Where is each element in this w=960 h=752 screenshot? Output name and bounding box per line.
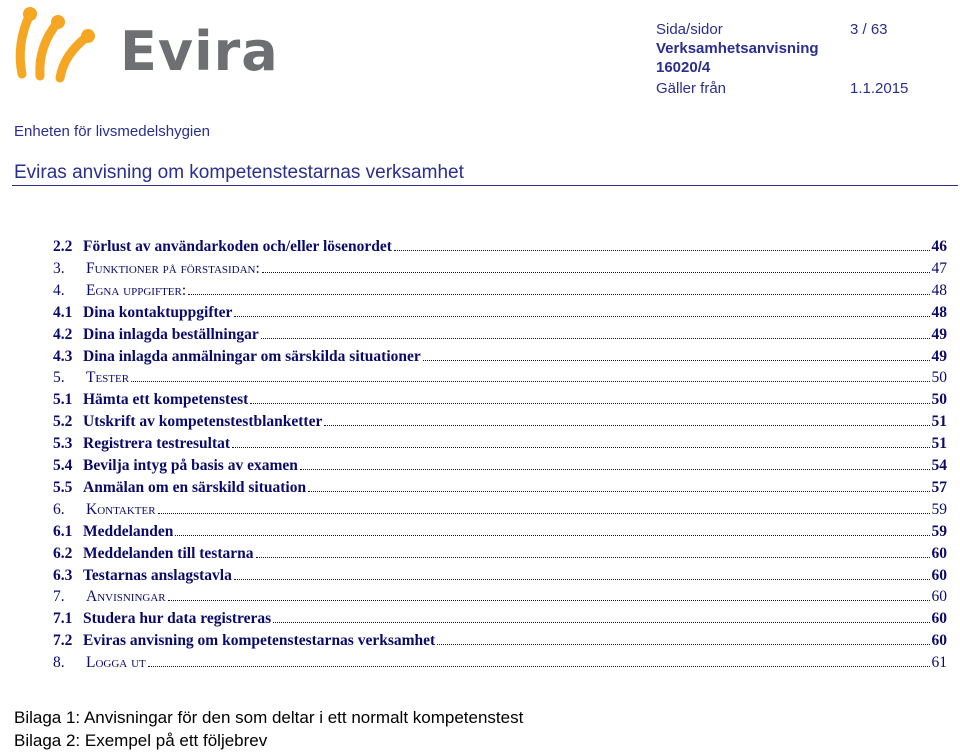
toc-entry-page: 51	[931, 413, 947, 431]
toc-entry-number: 7.1	[53, 610, 73, 628]
toc-entry-label: Dina kontaktuppgifter	[83, 303, 233, 321]
toc-entry-number: 5.5	[53, 478, 73, 496]
toc-leader-dots	[148, 665, 930, 667]
toc-leader-dots	[175, 534, 929, 536]
toc-entry[interactable]	[53, 542, 947, 563]
toc-entry-page: 59	[931, 522, 947, 540]
toc-entry-number: 8.	[53, 654, 65, 672]
toc-entry-label: Egna uppgifter:	[86, 281, 187, 299]
doc-number: 16020/4	[656, 59, 711, 76]
toc-leader-dots	[261, 337, 930, 339]
toc-entry-number: 7.2	[53, 632, 73, 650]
toc-entry-label: Funktioner på förstasidan:	[86, 259, 260, 277]
valid-from-label: Gäller från	[656, 80, 727, 97]
evira-logo-mark	[8, 4, 118, 84]
toc-entry-number: 5.3	[53, 435, 73, 453]
toc-leader-dots	[423, 359, 930, 361]
toc-entry[interactable]	[53, 257, 947, 278]
toc-entry-number: 5.1	[53, 391, 73, 409]
toc-entry-page: 60	[931, 632, 947, 650]
toc-entry-number: 2.2	[53, 238, 73, 255]
toc-entry-number: 6.2	[53, 544, 73, 562]
toc-entry-label: Tester	[86, 369, 130, 387]
toc-leader-dots	[232, 446, 929, 448]
toc-entry-label: Anmälan om en särskild situation	[83, 478, 307, 496]
toc-entry[interactable]	[53, 454, 947, 475]
toc-entry-label: Utskrift av kompetenstestblanketter	[83, 413, 323, 431]
toc-entry-number: 4.2	[53, 325, 73, 343]
toc-entry-page: 60	[931, 544, 947, 562]
toc-entry[interactable]	[53, 301, 947, 322]
unit-name: Enheten för livsmedelshygien	[14, 123, 210, 140]
toc-entry[interactable]	[53, 235, 947, 256]
toc-leader-dots	[262, 271, 930, 273]
toc-leader-dots	[234, 315, 929, 317]
toc-entry-label: Studera hur data registreras	[83, 610, 272, 628]
toc-entry-label: Dina inlagda anmälningar om särskilda situationer	[83, 347, 421, 365]
toc-leader-dots	[394, 249, 930, 251]
toc-entry-page: 59	[931, 500, 947, 518]
toc-leader-dots	[273, 621, 929, 623]
page-label: Sida/sidor	[656, 21, 723, 38]
toc-entry-number: 6.1	[53, 522, 73, 540]
toc-entry[interactable]	[53, 476, 947, 497]
toc-entry-label: Dina inlagda beställningar	[83, 325, 259, 343]
document-title: Eviras anvisning om kompetenstestarnas verksamhet	[14, 162, 464, 183]
toc-entry-number: 5.	[53, 369, 65, 387]
toc-leader-dots	[437, 643, 929, 645]
logo-wordmark: Evira	[120, 20, 279, 83]
toc-entry-page: 48	[931, 303, 947, 321]
toc-entry-number: 6.	[53, 500, 65, 518]
toc-leader-dots	[234, 578, 930, 580]
toc-entry[interactable]	[53, 432, 947, 453]
toc-leader-dots	[188, 293, 929, 295]
toc-entry-label: Hämta ett kompetenstest	[83, 391, 249, 409]
toc-entry-page: 54	[931, 457, 947, 474]
toc-entry-page: 49	[931, 347, 947, 365]
toc-entry[interactable]	[53, 564, 947, 585]
toc-entry-label: Förlust av användarkoden och/eller lösenordet	[83, 238, 392, 255]
toc-entry[interactable]	[53, 410, 947, 431]
toc-leader-dots	[256, 556, 930, 558]
toc-leader-dots	[300, 468, 930, 470]
toc-entry[interactable]	[53, 651, 947, 672]
toc-entry-label: Logga ut	[86, 654, 146, 672]
toc-entry[interactable]	[53, 607, 947, 628]
toc-entry-number: 4.1	[53, 303, 73, 321]
toc-entry[interactable]	[53, 498, 947, 519]
toc-leader-dots	[324, 424, 929, 426]
toc-entry-page: 51	[931, 435, 947, 453]
toc-entry-label: Registrera testresultat	[83, 435, 231, 453]
toc-leader-dots	[308, 490, 929, 492]
toc-leader-dots	[131, 380, 929, 382]
toc-entry[interactable]	[53, 629, 947, 650]
toc-leader-dots	[168, 599, 930, 601]
toc-entry-page: 57	[931, 478, 947, 496]
header-divider	[12, 185, 958, 186]
toc-entry-label: Bevilja intyg på basis av examen	[83, 457, 298, 474]
toc-leader-dots	[250, 402, 929, 404]
toc-entry-label: Testarnas anslagstavla	[83, 566, 232, 584]
toc-entry-label: Meddelanden	[83, 522, 174, 540]
toc-entry-number: 4.3	[53, 347, 73, 365]
toc-entry[interactable]	[53, 366, 947, 387]
toc-entry-page: 49	[931, 325, 947, 343]
toc-entry-page: 50	[931, 369, 947, 387]
toc-entry-label: Eviras anvisning om kompetenstestarnas verksamhet	[83, 632, 436, 650]
toc-entry[interactable]	[53, 388, 947, 409]
toc-entry-number: 4.	[53, 281, 65, 299]
toc-entry-number: 5.4	[53, 457, 73, 474]
toc-entry-page: 61	[931, 654, 947, 672]
toc-entry-number: 3.	[53, 259, 65, 277]
evira-logo	[8, 4, 279, 84]
toc-entry-number: 7.	[53, 588, 65, 606]
toc-entry[interactable]	[53, 323, 947, 344]
toc-entry[interactable]	[53, 520, 947, 541]
toc-entry-page: 60	[931, 566, 947, 584]
toc-entry-page: 47	[931, 259, 947, 277]
toc-leader-dots	[158, 512, 930, 514]
toc-entry[interactable]	[53, 585, 947, 606]
toc-entry[interactable]	[53, 345, 947, 366]
toc-entry-label: Kontakter	[86, 500, 156, 518]
toc-entry-number: 5.2	[53, 413, 73, 431]
toc-entry-label: Meddelanden till testarna	[83, 544, 254, 562]
annex-1: Bilaga 1: Anvisningar för den som deltar i ett normalt kompetenstest	[14, 708, 524, 727]
toc-entry-page: 50	[931, 391, 947, 409]
toc-entry-page: 60	[931, 610, 947, 628]
page-value: 3 / 63	[850, 21, 888, 38]
toc-entry[interactable]	[53, 279, 947, 300]
toc-entry-label: Anvisningar	[86, 588, 166, 606]
toc-entry-page: 48	[931, 281, 947, 299]
toc-entry-page: 46	[931, 238, 947, 255]
toc-entry-page: 60	[931, 588, 947, 606]
annex-2: Bilaga 2: Exempel på ett följebrev	[14, 731, 268, 750]
valid-from-value: 1.1.2015	[850, 80, 909, 97]
doc-type: Verksamhetsanvisning	[656, 40, 819, 57]
toc-entry-number: 6.3	[53, 566, 73, 584]
